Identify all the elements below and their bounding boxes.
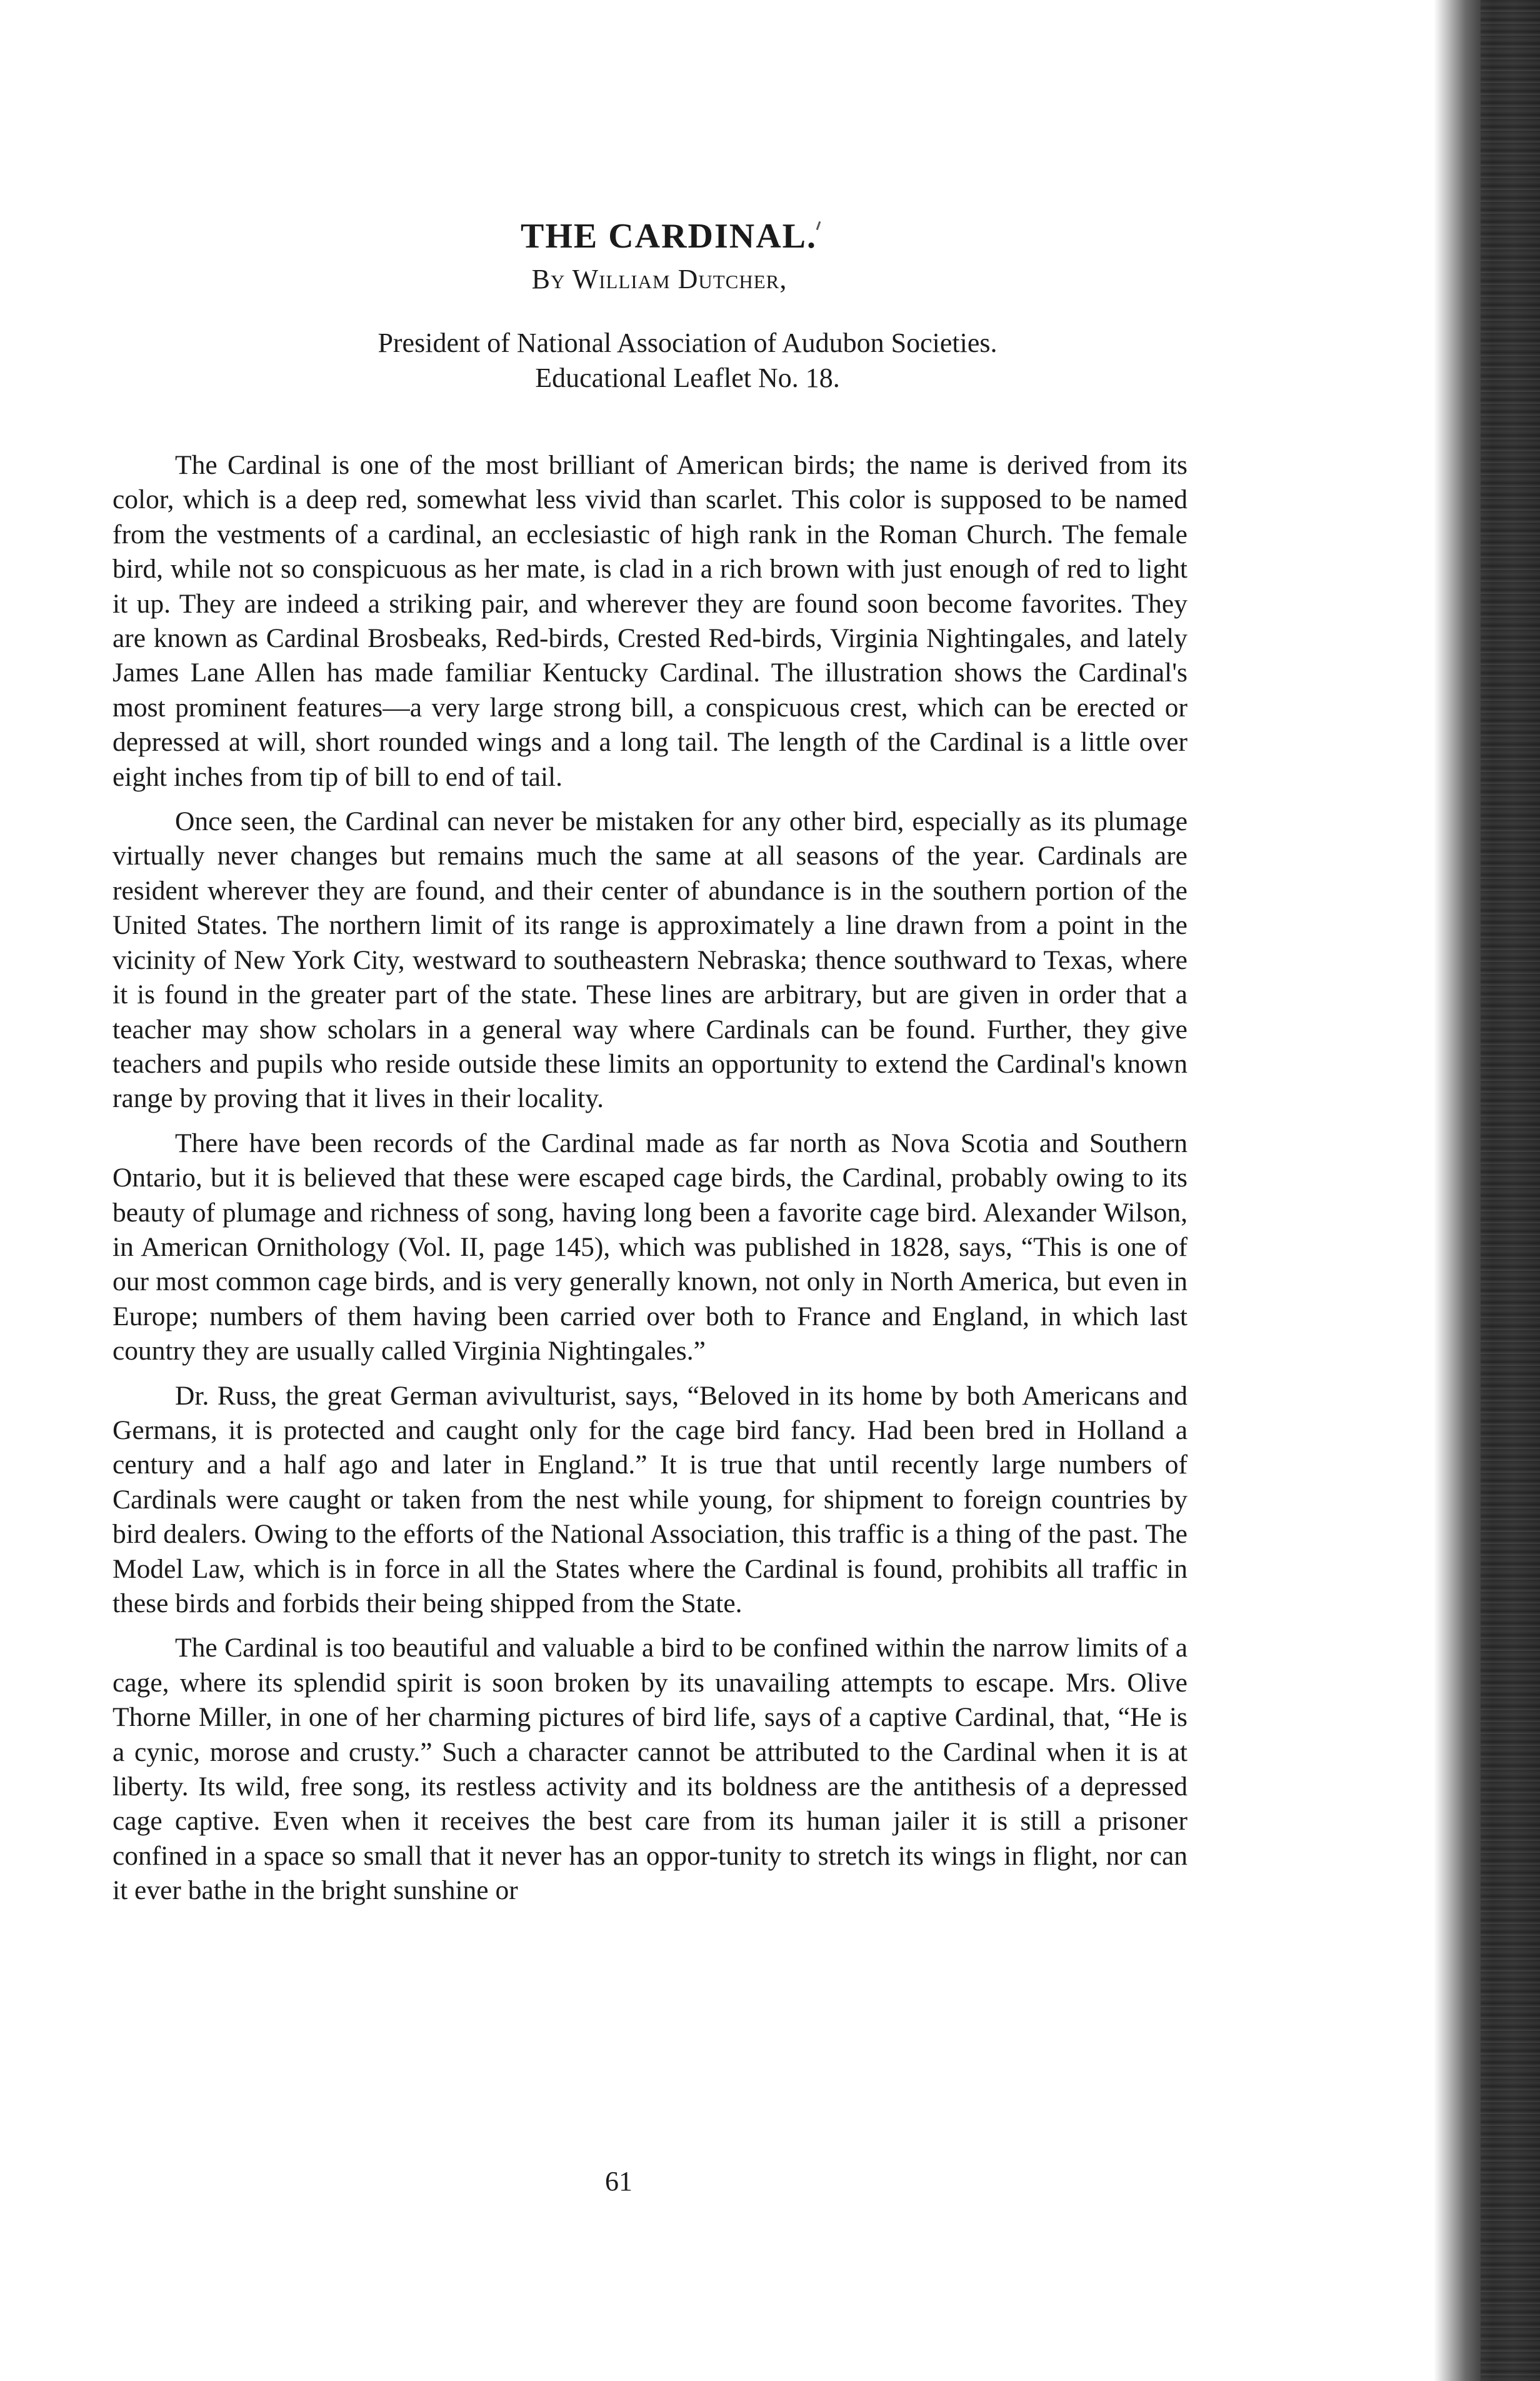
paragraph-5: The Cardinal is too beautiful and valuable a bird to be confined within the narrow limits of a cage, where its splendid spirit is soon broken by its unavailing attempts to escape. Mrs. Olive Thorne Miller, in one of her charming pictures of bird life, says of a captive Cardinal, that, “He is a cynic, morose and crusty.” Such a character cannot be attributed to the Cardinal when it is at liberty. Its wild, free song, its restless activity and its boldness are the antithesis of a depressed cage captive. Even when it receives the best care from its human jailer it is still a prisoner confined in a space so small that it never has an oppor-tunity to stretch its wings in flight, nor can it ever bathe in the bright sunshine or <box>112 1633 1188 1906</box>
scan-edge-texture <box>1481 0 1540 2381</box>
article <box>112 216 1188 1918</box>
paragraph-4: Dr. Russ, the great German avivulturist, says, “Beloved in its home by both Americans and Germans, it is protected and caught only for the cage bird fancy. Had been bred in Holland a century and a half ago and later in England.” It is true that until recently large numbers of Cardinals were caught or taken from the nest while young, for shipment to foreign countries by bird dealers. Owing to the efforts of the National Association, this traffic is a thing of the past. The Model Law, which is in force in all the States where the Cardinal is found, prohibits all traffic in these birds and forbids their being shipped from the State. <box>112 1380 1188 1618</box>
article-title: THE CARDINAL. <box>520 217 818 256</box>
author-affiliation: President of National Association of Audubon Societies. <box>378 328 998 358</box>
leaflet-number: Educational Leaflet No. 18. <box>535 363 840 393</box>
paragraph-2: Once seen, the Cardinal can never be mistaken for any other bird, especially as its plumage virtually never changes but remains much the same at all seasons of the year. Cardinals are resident wherever they are found, and their center of abundance is in the southern portion of the United States. The northern limit of its range is approximately a line drawn from a point in the vicinity of New York City, westward to southeastern Nebraska; thence southward to Texas, where it is found in the greater part of the state. These lines are arbitrary, but are given in order that a teacher may show scholars in a general way where Cardinals can be found. Further, they give teachers and pupils who reside outside these limits an opportunity to extend the Cardinal's known range by proving that it lives in their locality. <box>112 806 1188 1114</box>
article-body <box>112 448 1188 1908</box>
paragraph-3: There have been records of the Cardinal made as far north as Nova Scotia and Southern Ontario, but it is believed that these were escaped cage birds, the Cardinal, probably owing to its beauty of plumage and richness of song, having long been a favorite cage bird. Alexander Wilson, in American Ornithology (Vol. II, page 145), which was published in 1828, says, “This is one of our most common cage birds, and is very generally known, not only in North America, but even in Europe; numbers of them having been carried over both to France and England, in which last country they are usually called Virginia Nightingales.” <box>112 1128 1188 1366</box>
article-byline: By William Dutcher, <box>531 264 788 294</box>
page-number: 61 <box>605 2166 632 2197</box>
paragraph-1: The Cardinal is one of the most brilliant of American birds; the name is derived from its color, which is a deep red, somewhat less vivid than scarlet. This color is supposed to be named from the vestments of a cardinal, an ecclesiastic of high rank in the Roman Church. The female bird, while not so conspicuous as her mate, is clad in a rich brown with just enough of red to light it up. They are indeed a striking pair, and wherever they are found soon become favorites. They are known as Cardinal Brosbeaks, Red-birds, Crested Red-birds, Virginia Nightingales, and lately James Lane Allen has made familiar Kentucky Cardinal. The illustration shows the Cardinal's most prominent features—a very large strong bill, a conspicuous crest, which can be erected or depressed at will, short rounded wings and a long tail. The length of the Cardinal is a little over eight inches from tip of bill to end of tail. <box>112 450 1188 792</box>
